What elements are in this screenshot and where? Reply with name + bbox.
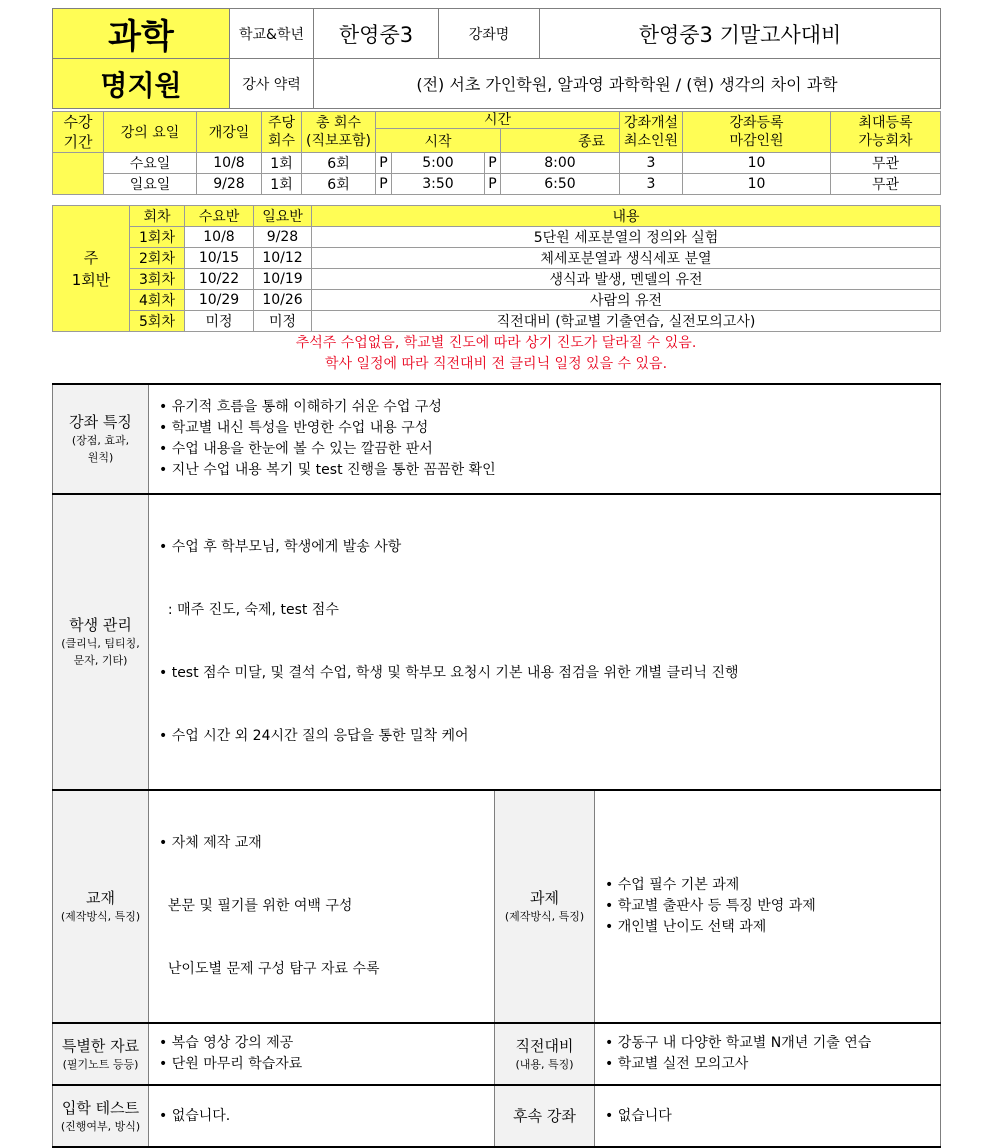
row-min: 3: [620, 153, 683, 174]
weekly-row: [53, 311, 941, 332]
row-max: 무관: [831, 153, 941, 174]
min-students-header: 강좌개설 최소인원: [620, 112, 683, 153]
row-end-ampm: P: [485, 174, 501, 195]
course-features-label: 강좌 특징 (장점, 효과, 원칙): [53, 384, 149, 494]
row-end: 8:00: [501, 153, 620, 174]
list-item: 난이도별 문제 구성 탐구 자료 수록: [159, 961, 380, 977]
row-end-ampm: P: [485, 153, 501, 174]
content-header: 내용: [312, 206, 941, 227]
weekly-row: [53, 227, 941, 248]
session-cell: 5회차: [130, 311, 185, 332]
list-item: • 강동구 내 다양한 학교별 N개년 기출 연습: [605, 1035, 872, 1051]
content-cell: 5단원 세포분열의 정의와 실험: [312, 227, 941, 248]
final-prep-list: [595, 1023, 941, 1085]
list-item: • 수업 내용을 한눈에 볼 수 있는 깔끔한 판서: [159, 441, 433, 457]
row-start-ampm: P: [376, 174, 392, 195]
schedule-table: [52, 111, 941, 195]
textbook-label: 교재 (제작방식, 특징): [53, 790, 149, 1023]
row-start: 5:00: [392, 153, 485, 174]
special-materials-list: [149, 1023, 495, 1085]
row-min: 3: [620, 174, 683, 195]
course-features-table: [52, 383, 941, 1148]
course-name-label: 강좌명: [439, 9, 540, 59]
sun-date: 10/12: [254, 248, 312, 269]
schedule-row: [53, 153, 941, 174]
session-header: 회차: [130, 206, 185, 227]
student-care-label: 학생 관리 (클리닉, 팀티칭, 문자, 기타): [53, 494, 149, 790]
row-max: 무관: [831, 174, 941, 195]
bio-value: (전) 서초 가인학원, 알과영 과학학원 / (현) 생각의 차이 과학: [314, 59, 941, 109]
list-item: • 수업 필수 기본 과제: [605, 877, 740, 893]
open-date-header: 개강일: [197, 112, 262, 153]
list-item: • 수업 후 학부모님, 학생에게 발송 사항: [159, 539, 402, 555]
row-start-ampm: P: [376, 153, 392, 174]
special-materials-label: 특별한 자료 (필기노트 등등): [53, 1023, 149, 1085]
row-day: 수요일: [104, 153, 197, 174]
content-cell: 체세포분열과 생식세포 분열: [312, 248, 941, 269]
weekly-row: [53, 269, 941, 290]
sun-date: 10/26: [254, 290, 312, 311]
row-end: 6:50: [501, 174, 620, 195]
row-weekly: 1회: [262, 153, 302, 174]
row-deadline: 10: [683, 153, 831, 174]
final-prep-label: 직전대비 (내용, 특징): [495, 1023, 595, 1085]
wed-class-header: 수요반: [185, 206, 254, 227]
session-cell: 3회차: [130, 269, 185, 290]
list-item: • test 점수 미달, 및 결석 수업, 학생 및 학부모 요청시 기본 내용 점검을 위한 개별 클리닉 진행: [159, 665, 739, 681]
course-features-list: [149, 384, 941, 494]
weekly-row: [53, 248, 941, 269]
row-total: 6회: [302, 153, 376, 174]
bio-label: 강사 약력: [230, 59, 314, 109]
homework-list: [595, 790, 941, 1023]
wed-date: 10/8: [185, 227, 254, 248]
row-start: 3:50: [392, 174, 485, 195]
list-item: 본문 및 필기를 위한 여백 구성: [159, 898, 353, 914]
period-label-lower: [53, 153, 104, 195]
school-grade-value: 한영중3: [314, 9, 439, 59]
total-count-header: 총 회수 (직보포함): [302, 112, 376, 153]
row-deadline: 10: [683, 174, 831, 195]
homework-label: 과제 (제작방식, 특징): [495, 790, 595, 1023]
list-item: • 학교별 내신 특성을 반영한 수업 내용 구성: [159, 420, 429, 436]
list-item: • 복습 영상 강의 제공: [159, 1035, 294, 1051]
list-item: • 수업 시간 외 24시간 질의 응답을 통한 밀착 케어: [159, 728, 469, 744]
teacher-name: 명지원: [53, 59, 230, 109]
wed-date: 10/22: [185, 269, 254, 290]
list-item: • 단원 마무리 학습자료: [159, 1056, 303, 1072]
content-cell: 사람의 유전: [312, 290, 941, 311]
list-item: • 지난 수업 내용 복기 및 test 진행을 통한 꼼꼼한 확인: [159, 462, 496, 478]
schedule-row: [53, 174, 941, 195]
list-item: • 유기적 흐름을 통해 이해하기 쉬운 수업 구성: [159, 399, 442, 415]
weekly-row: [53, 290, 941, 311]
notice-line: 추석주 수업없음, 학교별 진도에 따라 상기 진도가 달라질 수 있음.: [295, 335, 697, 351]
start-header: 시작: [376, 129, 501, 153]
session-cell: 1회차: [130, 227, 185, 248]
content-cell: 생식과 발생, 멘델의 유전: [312, 269, 941, 290]
wed-date: 10/29: [185, 290, 254, 311]
follow-up-course-list: [595, 1085, 941, 1147]
end-header: 종료: [501, 129, 683, 153]
wed-date: 10/15: [185, 248, 254, 269]
entrance-test-label: 입학 테스트 (진행여부, 방식): [53, 1085, 149, 1147]
max-sessions-header: 최대등록 가능회차: [831, 112, 941, 153]
sun-date: 10/19: [254, 269, 312, 290]
deadline-header: 강좌등록 마감인원: [683, 112, 831, 153]
time-header: 시간: [376, 112, 620, 129]
list-item: • 학교별 실전 모의고사: [605, 1056, 749, 1072]
course-name-value: 한영중3 기말고사대비: [540, 9, 941, 59]
weekly-label: 주 1회반: [53, 206, 130, 332]
row-open: 9/28: [197, 174, 262, 195]
sun-class-header: 일요반: [254, 206, 312, 227]
weekly-plan-table: [52, 205, 941, 332]
sun-date: 미정: [254, 311, 312, 332]
list-item: • 없습니다: [605, 1107, 672, 1124]
list-item: • 없습니다.: [159, 1107, 231, 1124]
period-label: 수강 기간: [53, 112, 104, 153]
weekly-count-header: 주당 회수: [262, 112, 302, 153]
row-total: 6회: [302, 174, 376, 195]
row-open: 10/8: [197, 153, 262, 174]
row-day: 일요일: [104, 174, 197, 195]
header-table: [52, 8, 941, 109]
content-cell: 직전대비 (학교별 기출연습, 실전모의고사): [312, 311, 941, 332]
wed-date: 미정: [185, 311, 254, 332]
row-weekly: 1회: [262, 174, 302, 195]
list-item: : 매주 진도, 숙제, test 점수: [159, 602, 339, 618]
entrance-test-list: [149, 1085, 495, 1147]
follow-up-course-label: 후속 강좌: [495, 1085, 595, 1147]
subject-title: 과학: [53, 9, 230, 59]
sun-date: 9/28: [254, 227, 312, 248]
list-item: • 학교별 출판사 등 특징 반영 과제: [605, 898, 816, 914]
list-item: • 자체 제작 교재: [159, 835, 262, 851]
notice-line: 학사 일정에 따라 직전대비 전 클리닉 일정 있을 수 있음.: [324, 356, 668, 372]
student-care-list: [149, 494, 941, 790]
day-header: 강의 요일: [104, 112, 197, 153]
list-item: • 개인별 난이도 선택 과제: [605, 919, 767, 935]
session-cell: 4회차: [130, 290, 185, 311]
notice-text: [52, 333, 940, 375]
textbook-list: [149, 790, 495, 1023]
session-cell: 2회차: [130, 248, 185, 269]
school-grade-label: 학교&학년: [230, 9, 314, 59]
